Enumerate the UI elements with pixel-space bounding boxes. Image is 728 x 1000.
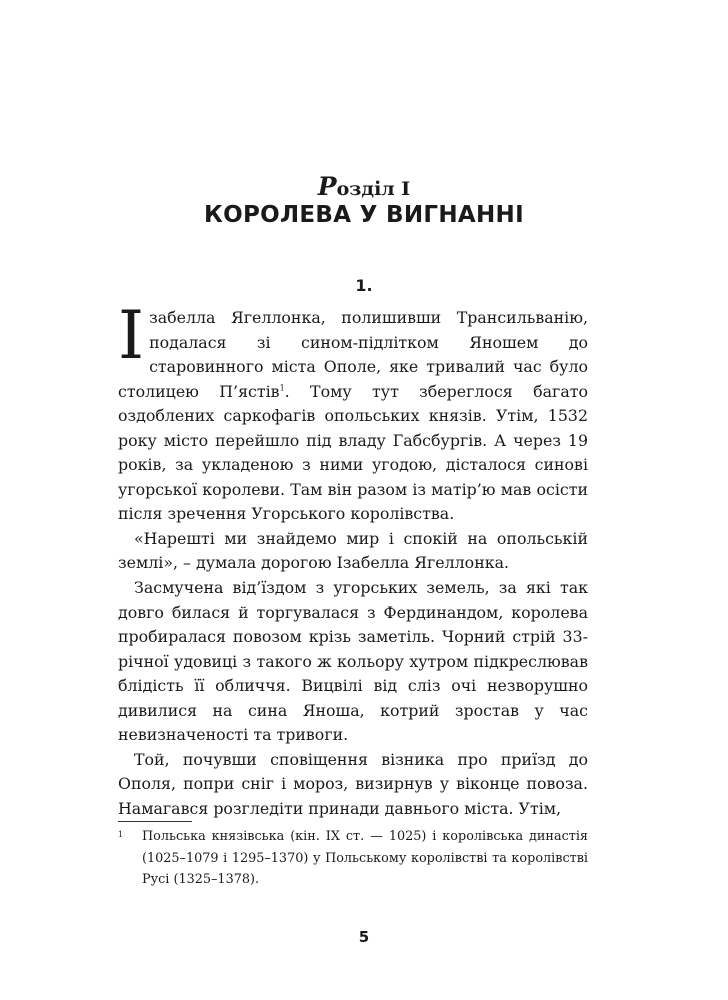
paragraph-2: «Нарешті ми знайдемо мир і спокій на опольській землі», – думала дорогою Ізабелла Ягеллонка. (118, 528, 588, 573)
drop-cap: І (118, 297, 145, 374)
chapter-label-text: озділ I (336, 178, 411, 200)
chapter-label-initial: Р (317, 172, 337, 201)
paragraph-1-text: забелла Ягеллонка, полишивши Трансильванію, подалася зі сином-підлітком Яношем до старовинного міста Ополе, яке тривалий час було столицею П’ястів (118, 308, 588, 401)
paragraph-3: Засмучена від’їздом з угорських земель, за які так довго билася й торгувалася з Фердинандом, королева пробиралася повозом крізь заметіль. Чорний стрій 33-річної удовиці з такого ж кольору хутром підкреслював блідість її обличчя. Вицвілі від сліз очі незворушно дивилися на сина Яноша, котрий зростав у час невизначеності та тривоги. (118, 578, 588, 745)
page-number: 5 (358, 928, 370, 946)
footnote-text: Польська князівська (кін. IX ст. — 1025) і королівська династія (1025–1079 і 1295–1370) у Польському королівстві та королівстві Русі (1325–1378). (142, 829, 588, 887)
footnote-divider (118, 821, 192, 822)
body-text (118, 297, 588, 821)
footnote-reference: 1 (279, 383, 285, 393)
section-number: 1. (355, 276, 373, 295)
chapter-title: КОРОЛЕВА У ВИГНАННІ (204, 202, 524, 228)
paragraph-1 (118, 297, 588, 527)
chapter-label (0, 172, 728, 201)
footnote-mark: 1 (118, 830, 124, 839)
paragraph-4: Той, почувши сповіщення візника про приїзд до Ополя, попри сніг і мороз, визирнув у віконце повоза. Намагався розгледіти принади давнього міста. Утім, (118, 749, 588, 818)
footnote (118, 826, 588, 891)
paragraph-1-text-cont: . Тому тут збереглося багато оздоблених саркофагів опольських князів. Утім, 1532 року місто перейшло під владу Габсбургів. А через 19 років, за укладеною з ними угодою, дісталося синові угорської королеви. Там він разом із матір’ю мав осісти після зречення Угорського королівства. (118, 381, 588, 524)
